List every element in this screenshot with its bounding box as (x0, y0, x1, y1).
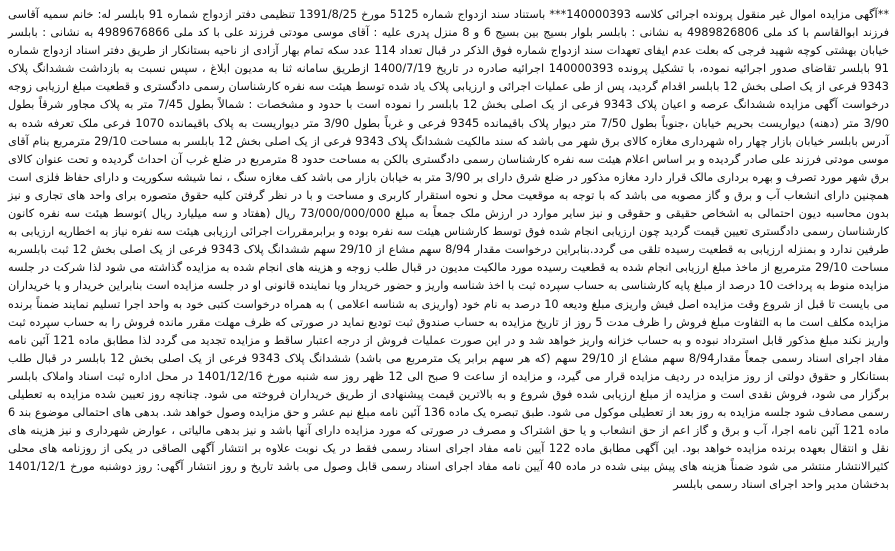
auction-notice-text (8, 6, 889, 495)
notice-body: **آگهی مزایده اموال غیر منقول پرونده اجرائی کلاسه 140000393*** باستناد سند ازدواج شماره 5125 مورخ 1391/8/25 تنظیمی دفتر ازدواج شماره 91 بابلسر له: خانم سمیه آقاسی فرزند ابوالقاسم با کد ملی 4989826806 به نشانی : بابلسر بلوار بسیج بین بسیج 6 و 8 منزل پدری علیه : آقای موسی مودتی فرزند علی با کد ملی 4989676866 به نشانی : بابلسر خیابان بهشتی کوچه شهید فرجی که بعلت عدم ایفای تعهدات سند ازدواج شماره فوق الذکر در قبال تعداد 114 عدد سکه تمام بهار آزادی از ناحیه بستانکار از طریق دفتر اسناد ازدواج شماره 91 بابلسر تقاضای صدور اجرائیه نموده، با تشکیل پرونده 140000393 اجرائیه صادره در تاریخ 1400/7/19 ازطریق سامانه ثنا به مدیون ابلاغ ، سپس نسبت به بازداشت ششدانگ پلاک 9343 فرعی از یک اصلی بخش 12 بابلسر اقدام گردید، پس از طی عملیات اجرائی و ارزیابی پلاک یاد شده توسط هیئت سه نفره کارشناسان رسمی دادگستری و قطعیت مبلغ ارزیابی زوجه درخواست آگهی مزایده ششدانگ عرصه و اعیان پلاک 9343 فرعی از یک اصلی بخش 12 بابلسر را نموده است با حدود و مشخصات : شمالاً بطول 7/45 متر به پلاک مجاور شرقاً بطول 3/90 متر (دهنه) دیواریست بحریم خیابان ،جنوباً بطول 7/50 متر دیوار پلاک باقیمانده 9345 فرعی و غرباً بطول 3/90 متر دیواریست به پلاک باقیمانده 1070 فرعی ملک تعرفه شده به آدرس بابلسر خیابان بازار چهار راه شهرداری مغازه کالای برق شهر می باشد که سند مالکیت ششدانگ پلاک 9343 فرعی از یک اصلی بخش 12 بابلسر به مساحت 29/10 مترمربع بنام آقای موسی مودتی فرزند علی صادر گردیده و بر اساس اعلام هیئت سه نفره کارشناسان رسمی دادگستری بالکن به مساحت حدود 8 مترمربع در ضلع غرب آن احداث گردیده و تحت عنوان کالای برق شهر مورد تصرف و بهره برداری مالک قرار دارد مغازه مذکور در ضلع شرق دارای بر 3/90 متر به خیابان بازار می باشد کف مغازه سنگ ، نما شیشه سکوریت و دارای حفاظ فلزی است همچنین دارای انشعاب آب و برق و گاز مصوبه می باشد که با توجه به موقعیت محل و نحوه استقرار کاربری و مساحت و با در نظر گرفتن کلیه حقوق متصوره برای واحد های تجاری و نیز بدون محاسبه دیون احتمالی به اشخاص حقیقی و حقوقی و نیز سایر موارد در ارزش ملک جمعاً به مبلغ 73/000/000/000 ریال (هفتاد و سه میلیارد ریال )توسط هیئت سه نفره کانون کارشناسان رسمی دادگستری تعیین قیمت گردید چون ارزیابی انجام شده فوق توسط کارشناس هیئت سه نفره بوده و برابرمقررات اجرائی ارزیابی هیئت سه نفره نیاز به اخطاریه ارزیابی به طرفین ندارد و بمنزله ارزیابی به قطعیت رسیده تلقی می گردد.بنابراین درخواست مقدار 8/94 سهم مشاع از 29/10 سهم ششدانگ پلاک 9343 فرعی از یک اصلی بخش 12 ثبت بابلسربه مساحت 29/10 مترمربع از ماخذ مبلغ ارزیابی انجام شده به قطعیت رسیده مورد مالکیت مدیون در قبال طلب زوجه و هزینه های انجام شده به مزایده گذاشته می شود لذا شرکت در جلسه مزایده منوط به پرداخت 10 درصد از مبلغ پایه کارشناسی به حساب سپرده ثبت با اخذ شناسه واریز و حضور خریدار ویا نماینده قانونی او در جلسه مزایده است بنابراین خریدار و یا خریداران می بایست تا قبل از شروع وقت مزایده اصل فیش واریزی مبلغ ودیعه 10 درصد به نام خود (واریزی به شناسه اعلامی ) به همراه درخواست کتبی خود به واحد اجرا تسلیم نمایند ضمناً برنده مزایده مکلف است ما به التفاوت مبلغ فروش را ظرف مدت 5 روز از تاریخ مزایده به حساب صندوق ثبت تودیع نماید در صورتی که ظرف مهلت مقرر مانده فروش را به حساب سپرده ثبت واریز نکند مبلغ مذکور قابل استرداد نبوده و به حساب خزانه واریز خواهد شد و در این صورت عملیات فروش از درجه اعتبار ساقط و مزایده تجدید می گردد لذا مطابق ماده 121 آئین نامه مفاد اجرای اسناد رسمی جمعاً مقدار8/94 سهم مشاع از 29/10 سهم (که هر سهم برابر یک مترمربع می باشد) ششدانگ پلاک 9343 فرعی از یک اصلی بخش 12 بابلسر در قبال طلب بستانکار و حقوق دولتی از روز مزایده در ردیف مزایده قرار می گیرد، و مزایده از ساعت 9 صبح الی 12 ظهر روز سه شنبه مورخ 1401/12/16 در محل اداره ثبت اسناد واملاک بابلسر برگزار می شود، فروش نقدی است و مزایده از مبلغ ارزیابی شده فوق شروع و به بالاترین قیمت پیشنهادی از طریق خریداران فروخته می شود. چنانچه روز تعیین شده مزایده به تعطیلی رسمی مصادف شود جلسه مزایده به روز بعد از تعطیلی موکول می شود. طبق تبصره یک ماده 136 آئین نامه مبلغ نیم عشر و حق مزایده وصول خواهد شد. بدهی های احتمالی موضوع بند 6 ماده 121 آئین نامه اجرا، آب و برق و گاز اعم از حق انشعاب و یا حق اشتراک و مصرف در صورتی که مورد مزایده دارای آنها باشد و نیز بدهی مالیاتی ، عوارض شهرداری و نیز هزینه های نقل و انتقال بعهده برنده مزایده خواهد بود. این آگهی مطابق ماده 122 آیین نامه مفاد اجرای اسناد رسمی فقط در یک نوبت علاوه بر انتشار آگهی الصاقی در یکی از روزنامه های محلی کثیرالانتشار منتشر می شود ضمناً هزینه های پیش بینی شده در ماده 40 آیین نامه مفاد اجرای اسناد رسمی قابل وصول می باشد تاریخ و روز انتشار آگهی: روز دوشنبه مورخ 1401/12/1 بدخشان مدیر واحد اجرای اسناد رسمی بابلسر (8, 8, 890, 492)
